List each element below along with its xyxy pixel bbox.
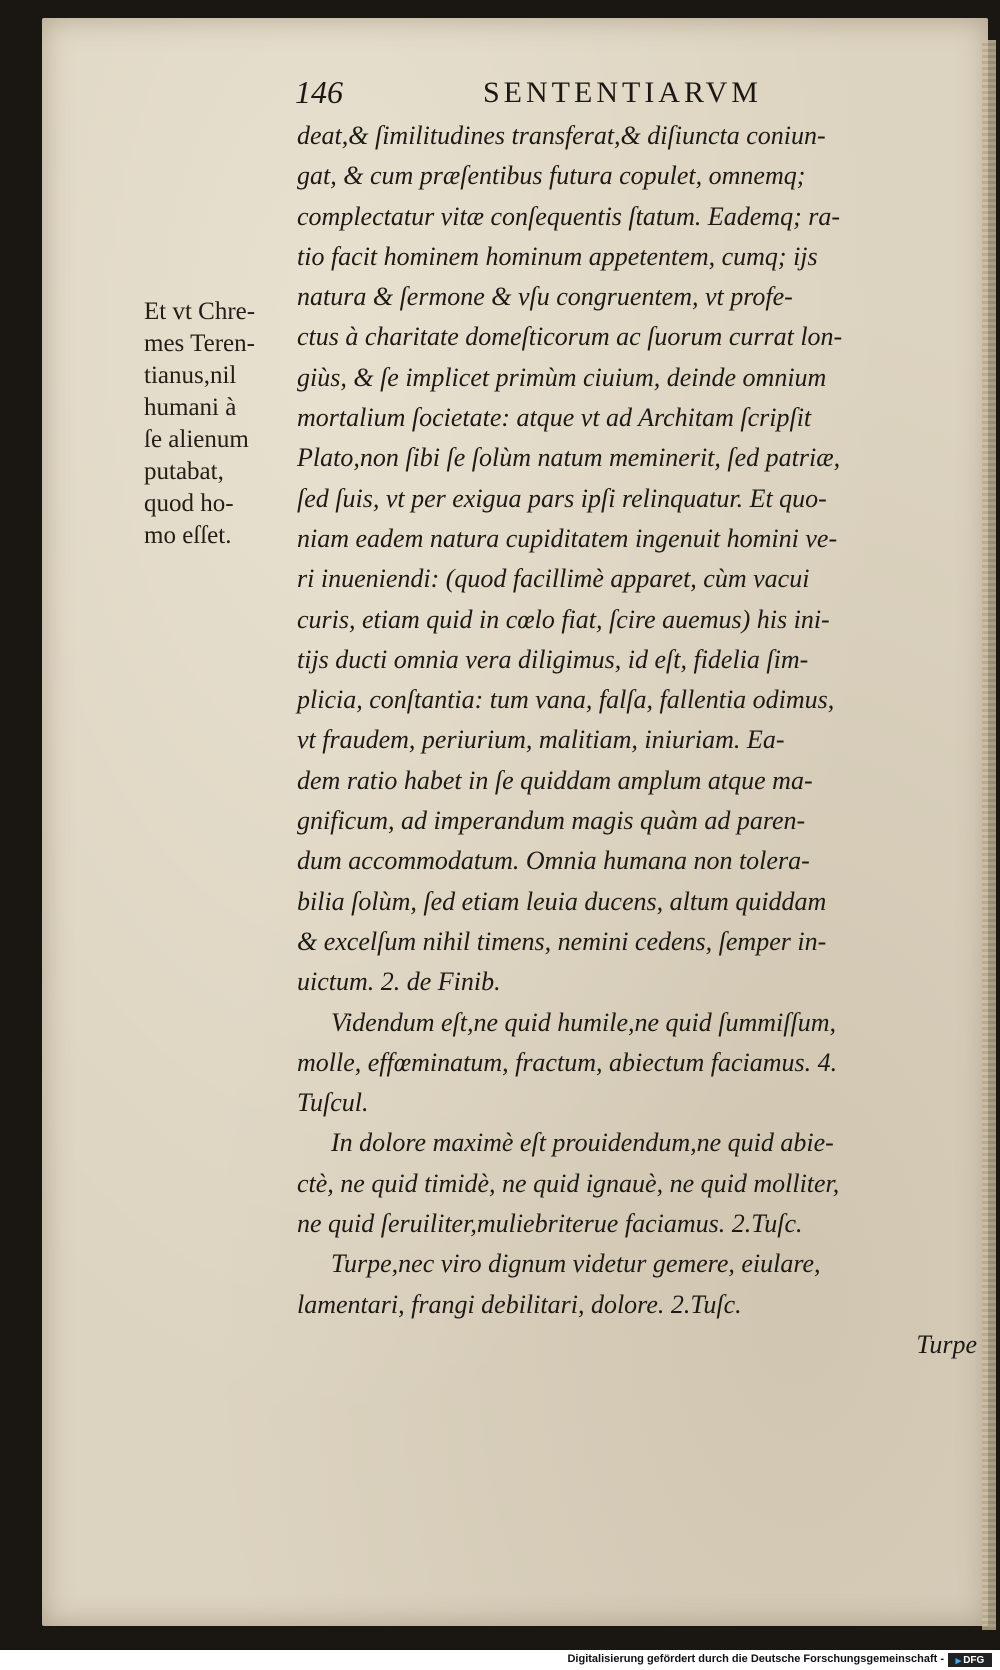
text-line: dem ratio habet in ſe quiddam amplum atque ma-: [297, 765, 813, 795]
text-line: complectatur vitæ conſequentis ſtatum. Eademq; ra-: [297, 201, 841, 231]
margin-note-line: putabat,: [144, 458, 224, 485]
text-line: gnificum, ad imperandum magis quàm ad paren-: [297, 806, 806, 836]
margin-note-line: tianus,nil: [144, 362, 237, 389]
text-line: niam eadem natura cupiditatem ingenuit homini ve-: [297, 523, 838, 553]
text-line: Plato,non ſibi ſe ſolùm natum meminerit, ſed patriæ,: [297, 443, 841, 473]
margin-note-line: ſe alienum: [144, 426, 249, 453]
paragraph-line: Turpe,nec viro dignum videtur gemere, eiulare,: [331, 1249, 821, 1279]
margin-note: [144, 296, 294, 552]
paragraph-line: ctè, ne quid timidè, ne quid ignauè, ne quid molliter,: [297, 1168, 840, 1198]
page-header: [295, 74, 855, 114]
text-line: mortalium ſocietate: atque vt ad Architam ſcripſit: [297, 403, 812, 433]
text-line: plicia, conſtantia: tum vana, falſa, fallentia odimus,: [297, 685, 835, 715]
page-edge: [982, 40, 996, 1630]
text-line: tio facit hominem hominum appetentem, cumq; ijs: [297, 241, 818, 271]
text-line: deat,& ſimilitudines transferat,& diſiuncta coniun-: [297, 121, 826, 150]
text-line: gat, & cum præſentibus futura copulet, omnemq;: [297, 161, 806, 191]
text-line: vt fraudem, periurium, malitiam, iniuriam. Ea-: [297, 725, 785, 755]
text-line: ſed ſuis, vt per exigua pars ipſi relinquatur. Et quo-: [297, 483, 827, 513]
paragraph-line: Tuſcul.: [297, 1088, 369, 1118]
paragraph-line: ne quid ſeruiliter,muliebriterue faciamus. 2.Tuſc.: [297, 1209, 803, 1239]
paragraph-line: In dolore maximè eſt prouidendum,ne quid abie-: [331, 1128, 834, 1158]
paragraph-line: molle, effœminatum, fractum, abiectum faciamus. 4.: [297, 1047, 838, 1077]
text-line: giùs, & ſe implicet primùm ciuium, deinde omnium: [297, 362, 827, 392]
text-line: & excelſum nihil timens, nemini cedens, ſemper in-: [297, 926, 827, 956]
text-line: ctus à charitate domeſticorum ac ſuorum currat lon-: [297, 322, 843, 352]
text-line: uictum. 2. de Finib.: [297, 967, 501, 997]
text-line: dum accommodatum. Omnia humana non tolera-: [297, 846, 810, 876]
main-text: [297, 116, 977, 1365]
running-title: SENTENTIARVM: [483, 76, 762, 109]
paragraph-line: lamentari, frangi debilitari, dolore. 2.Tuſc.: [297, 1289, 742, 1319]
margin-note-line: humani à: [144, 394, 237, 421]
digitization-footer: [0, 1652, 1000, 1670]
paragraph-line: Videndum eſt,ne quid humile,ne quid ſummiſſum,: [331, 1007, 836, 1037]
margin-note-line: mo eſſet.: [144, 522, 232, 549]
dfg-logo-text: DFG: [963, 1654, 985, 1666]
dfg-logo-icon: ▸: [955, 1654, 962, 1667]
page-number: 146: [295, 74, 343, 110]
text-line: curis, etiam quid in cœlo fiat, ſcire auemus) his ini-: [297, 604, 830, 634]
text-line: bilia ſolùm, ſed etiam leuia ducens, altum quiddam: [297, 886, 827, 916]
margin-note-line: Et vt Chre-: [144, 298, 256, 325]
text-line: ri inueniendi: (quod facillimè apparet, cùm vacui: [297, 564, 810, 594]
margin-note-line: mes Teren-: [144, 330, 255, 357]
catchword: Turpe: [916, 1329, 977, 1359]
text-line: natura & ſermone & vſu congruentem, vt profe-: [297, 282, 793, 312]
dfg-logo: [948, 1653, 992, 1667]
text-line: tijs ducti omnia vera diligimus, id eſt, fidelia ſim-: [297, 644, 809, 674]
margin-note-line: quod ho-: [144, 490, 234, 517]
footer-credit: Digitalisierung gefördert durch die Deutsche Forschungsgemeinschaft -: [567, 1653, 944, 1665]
